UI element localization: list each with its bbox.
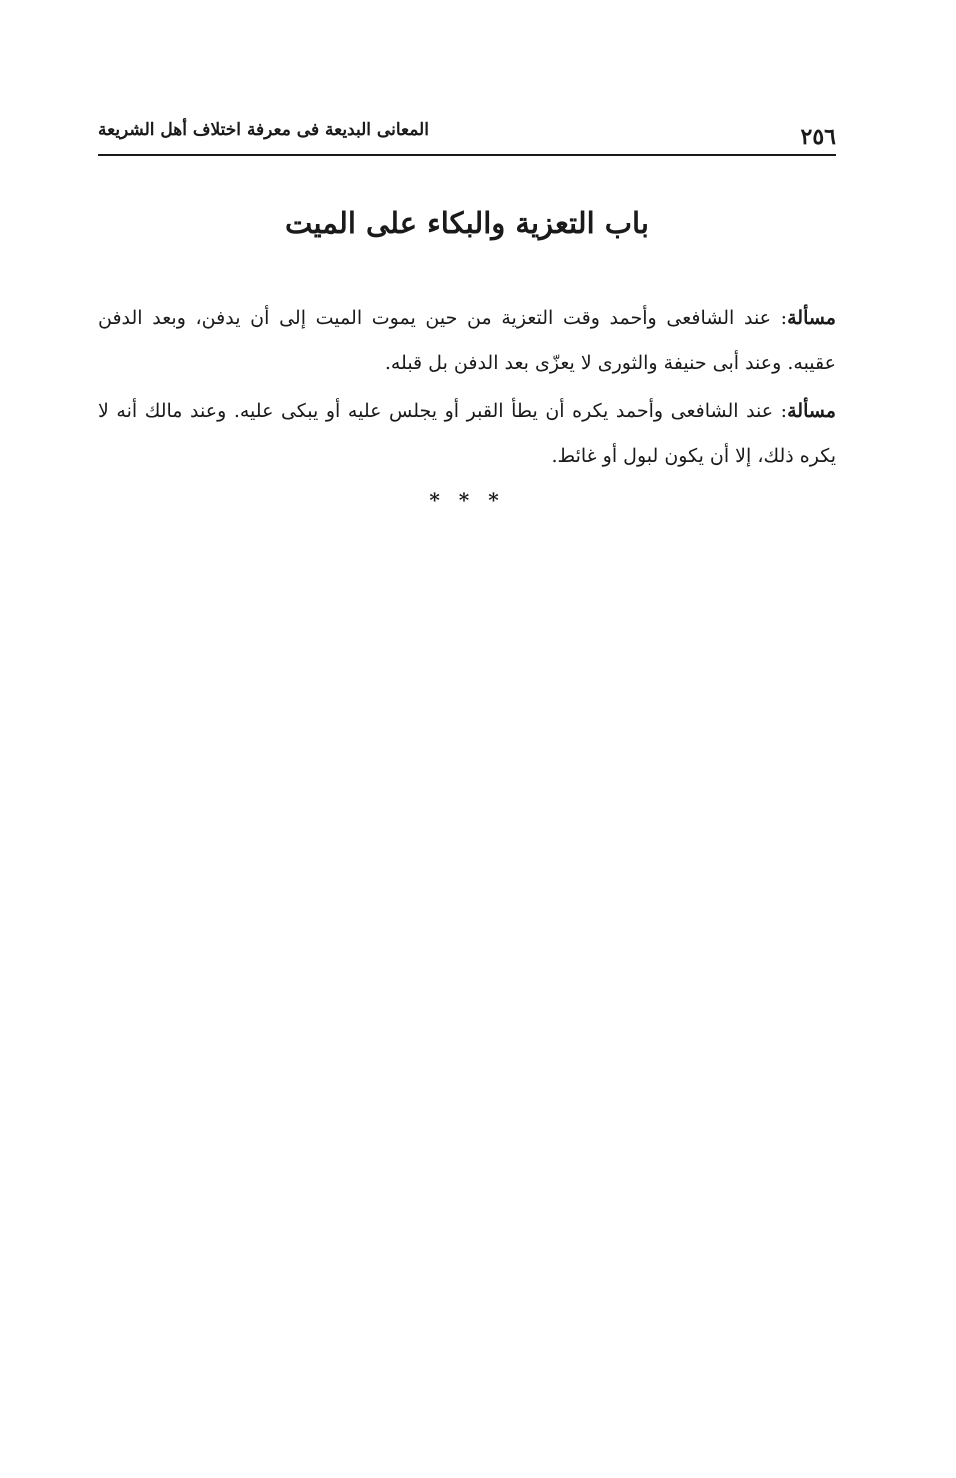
- running-header: [98, 112, 836, 152]
- header-divider: [98, 154, 836, 156]
- chapter-title: باب التعزية والبكاء على الميت: [285, 206, 649, 240]
- paragraph-text: : عند الشافعى وأحمد وقت التعزية من حين يموت الميت إلى أن يدفن، وبعد الدفن عقيبه. وعند أبى حنيفة والثورى لا يعزّى بعد الدفن بل قبله.: [98, 307, 836, 374]
- book-title: المعانى البديعة فى معرفة اختلاف أهل الشريعة: [98, 120, 429, 140]
- body-text: [98, 296, 836, 482]
- paragraph-text: : عند الشافعى وأحمد يكره أن يطأ القبر أو يجلس عليه أو يبكى عليه. وعند مالك أنه لا يكره ذلك، إلا أن يكون لبول أو غائط.: [98, 400, 836, 467]
- issue-term: مسألة: [787, 400, 836, 422]
- paragraph-1: [98, 296, 836, 386]
- paragraph-2: [98, 389, 836, 479]
- section-separator: * * *: [429, 488, 505, 512]
- issue-term: مسألة: [787, 307, 836, 329]
- page-number: ٢٥٦: [800, 124, 836, 150]
